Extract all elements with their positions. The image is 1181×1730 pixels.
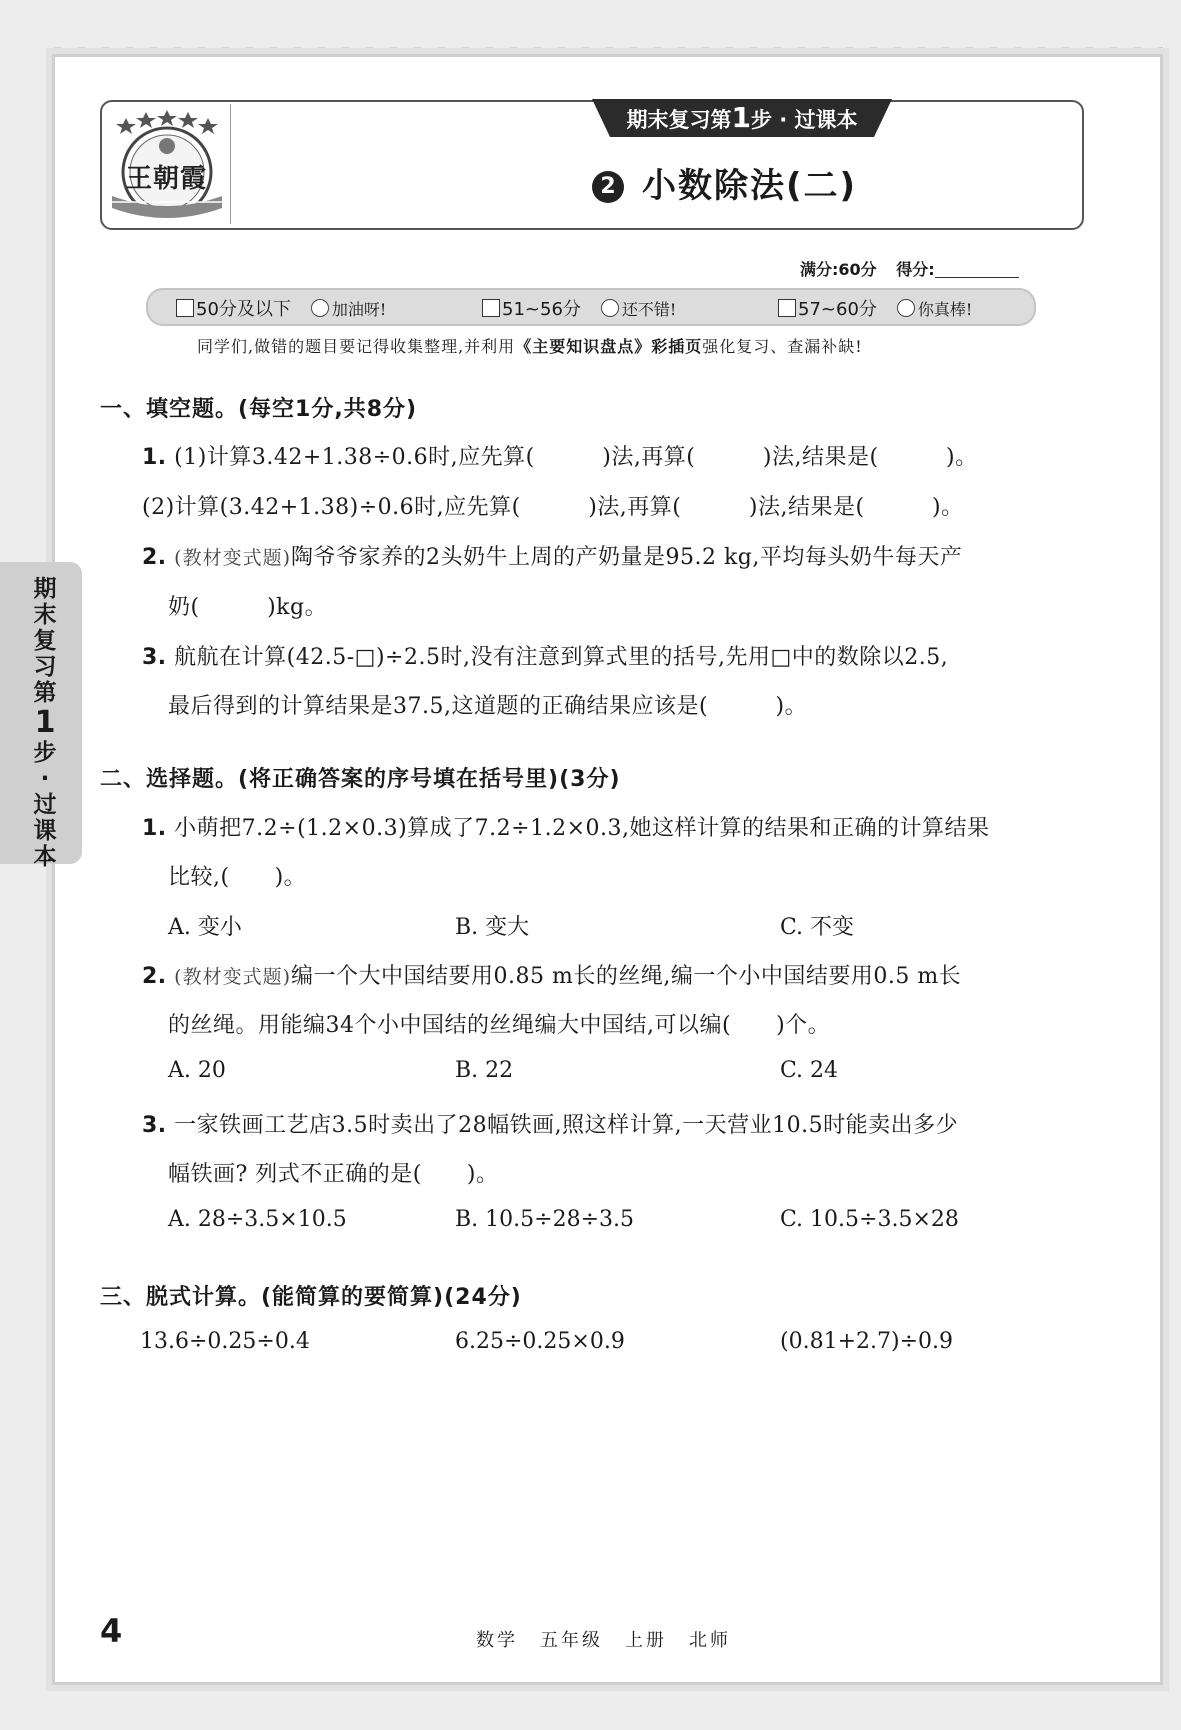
face-icon bbox=[601, 299, 619, 317]
footer-info bbox=[476, 1626, 753, 1652]
logo-text: 王朝霞 bbox=[126, 164, 208, 194]
lesson-header bbox=[100, 100, 1084, 230]
footer-grade: 五年级 bbox=[540, 1630, 603, 1651]
step-banner bbox=[592, 99, 892, 137]
choice-question-1-cont bbox=[168, 860, 306, 891]
grade-checkbox[interactable] bbox=[482, 299, 500, 317]
choice-question-2 bbox=[142, 959, 961, 990]
question-3 bbox=[142, 640, 948, 671]
footer-edition: 北师 bbox=[689, 1630, 731, 1651]
score-got-label: 得分: bbox=[896, 260, 935, 279]
question-number: 1. bbox=[142, 445, 167, 470]
grade-option-1 bbox=[176, 295, 386, 321]
question-number: 3. bbox=[142, 645, 167, 670]
lesson-number-badge: 2 bbox=[592, 171, 624, 203]
question-text: 小萌把7.2÷(1.2×0.3)算成了7.2÷1.2×0.3,她这样计算的结果和正确的计算结果 bbox=[174, 816, 990, 841]
question-3-cont bbox=[168, 689, 807, 720]
section-3-title: 三、脱式计算。(能简算的要简算)(24分) bbox=[100, 1285, 522, 1310]
notice-text-end: 强化复习、查漏补缺! bbox=[702, 337, 863, 356]
score-blank[interactable] bbox=[935, 261, 1019, 278]
grade-checkbox[interactable] bbox=[778, 299, 796, 317]
question-tag: (教材变式题) bbox=[174, 547, 291, 569]
option-a[interactable]: A. 20 bbox=[168, 1058, 226, 1083]
calc-item-1: 13.6÷0.25÷0.4 bbox=[140, 1329, 310, 1354]
grade-message: 还不错! bbox=[621, 300, 677, 319]
grade-bar bbox=[146, 288, 1036, 326]
question-text: 一家铁画工艺店3.5时卖出了28幅铁画,照这样计算,一天营业10.5时能卖出多少 bbox=[174, 1113, 959, 1138]
question-text: 奶( )kg。 bbox=[168, 595, 328, 620]
option-a[interactable]: A. 变小 bbox=[168, 915, 242, 940]
question-text: 比较,( )。 bbox=[168, 865, 307, 890]
question-number: 2. bbox=[142, 964, 167, 989]
option-b[interactable]: B. 10.5÷28÷3.5 bbox=[455, 1207, 634, 1232]
grade-range: 51~56分 bbox=[502, 299, 581, 320]
question-number: 1. bbox=[142, 816, 167, 841]
grade-checkbox[interactable] bbox=[176, 299, 194, 317]
choice-question-3-cont bbox=[168, 1157, 498, 1188]
lesson-title-text: 小数除法(二) bbox=[642, 166, 858, 206]
face-icon bbox=[897, 299, 915, 317]
question-text: (2)计算(3.42+1.38)÷0.6时,应先算( )法,再算( )法,结果是( )。 bbox=[142, 495, 964, 520]
question-2 bbox=[142, 540, 962, 571]
side-tab-bottom: 步·过课本 bbox=[33, 740, 57, 870]
option-b[interactable]: B. 变大 bbox=[455, 915, 530, 940]
grade-option-2 bbox=[482, 295, 676, 321]
banner-step-number: 1 bbox=[731, 101, 751, 134]
side-tab-step: 1 bbox=[34, 705, 56, 740]
calc-item-3: (0.81+2.7)÷0.9 bbox=[780, 1329, 953, 1354]
question-text: 最后得到的计算结果是37.5,这道题的正确结果应该是( )。 bbox=[168, 694, 808, 719]
grade-range: 57~60分 bbox=[798, 299, 877, 320]
grade-range: 50分及以下 bbox=[196, 299, 291, 320]
question-number: 3. bbox=[142, 1113, 167, 1138]
section-2-title: 二、选择题。(将正确答案的序号填在括号里)(3分) bbox=[100, 767, 621, 792]
banner-text bbox=[592, 99, 892, 137]
face-icon bbox=[311, 299, 329, 317]
question-text: 幅铁画? 列式不正确的是( )。 bbox=[168, 1162, 499, 1187]
choice-question-2-cont bbox=[168, 1008, 830, 1039]
question-text: 航航在计算(42.5-□)÷2.5时,没有注意到算式里的括号,先用□中的数除以2.5, bbox=[174, 645, 949, 670]
question-text: (1)计算3.42+1.38÷0.6时,应先算( )法,再算( )法,结果是( )。 bbox=[174, 445, 978, 470]
question-number: 2. bbox=[142, 545, 167, 570]
option-c[interactable]: C. 不变 bbox=[780, 915, 855, 940]
option-c[interactable]: C. 24 bbox=[780, 1058, 839, 1083]
choice-question-1 bbox=[142, 811, 990, 842]
choice-question-3 bbox=[142, 1108, 958, 1139]
grade-option-3 bbox=[778, 295, 972, 321]
footer-volume: 上册 bbox=[625, 1630, 667, 1651]
banner-prefix: 期末复习第 bbox=[626, 108, 732, 132]
lesson-title bbox=[592, 158, 857, 207]
score-line bbox=[800, 257, 1019, 280]
question-text: 编一个大中国结要用0.85 m长的丝绳,编一个小中国结要用0.5 m长 bbox=[291, 964, 962, 989]
review-notice bbox=[197, 334, 863, 357]
page-number: 4 bbox=[100, 1612, 123, 1650]
question-text: 的丝绳。用能编34个小中国结的丝绳编大中国结,可以编( )个。 bbox=[168, 1013, 831, 1038]
grade-message: 你真棒! bbox=[917, 300, 973, 319]
option-b[interactable]: B. 22 bbox=[455, 1058, 514, 1083]
question-1-2 bbox=[142, 490, 964, 521]
section-1-title: 一、填空题。(每空1分,共8分) bbox=[100, 397, 418, 422]
notice-text: 同学们,做错的题目要记得收集整理,并利用 bbox=[197, 337, 516, 356]
side-tab bbox=[0, 562, 82, 870]
question-text: 陶爷爷家养的2头奶牛上周的产奶量是95.2 kg,平均每头奶牛每天产 bbox=[291, 545, 963, 570]
side-tab-top: 期末复习第 bbox=[33, 576, 57, 706]
footer-subject: 数学 bbox=[476, 1630, 518, 1651]
notice-highlight: 《主要知识盘点》彩插页 bbox=[515, 337, 703, 356]
question-1-1 bbox=[142, 440, 978, 471]
grade-message: 加油呀! bbox=[331, 300, 387, 319]
question-tag: (教材变式题) bbox=[174, 966, 291, 988]
option-c[interactable]: C. 10.5÷3.5×28 bbox=[780, 1207, 959, 1232]
banner-suffix: 步 · 过课本 bbox=[750, 108, 858, 132]
side-tab-text bbox=[30, 576, 60, 870]
option-a[interactable]: A. 28÷3.5×10.5 bbox=[168, 1207, 347, 1232]
question-2-cont bbox=[168, 590, 327, 621]
calc-item-2: 6.25÷0.25×0.9 bbox=[455, 1329, 625, 1354]
publisher-logo bbox=[104, 104, 231, 224]
full-score: 满分:60分 bbox=[800, 260, 877, 279]
